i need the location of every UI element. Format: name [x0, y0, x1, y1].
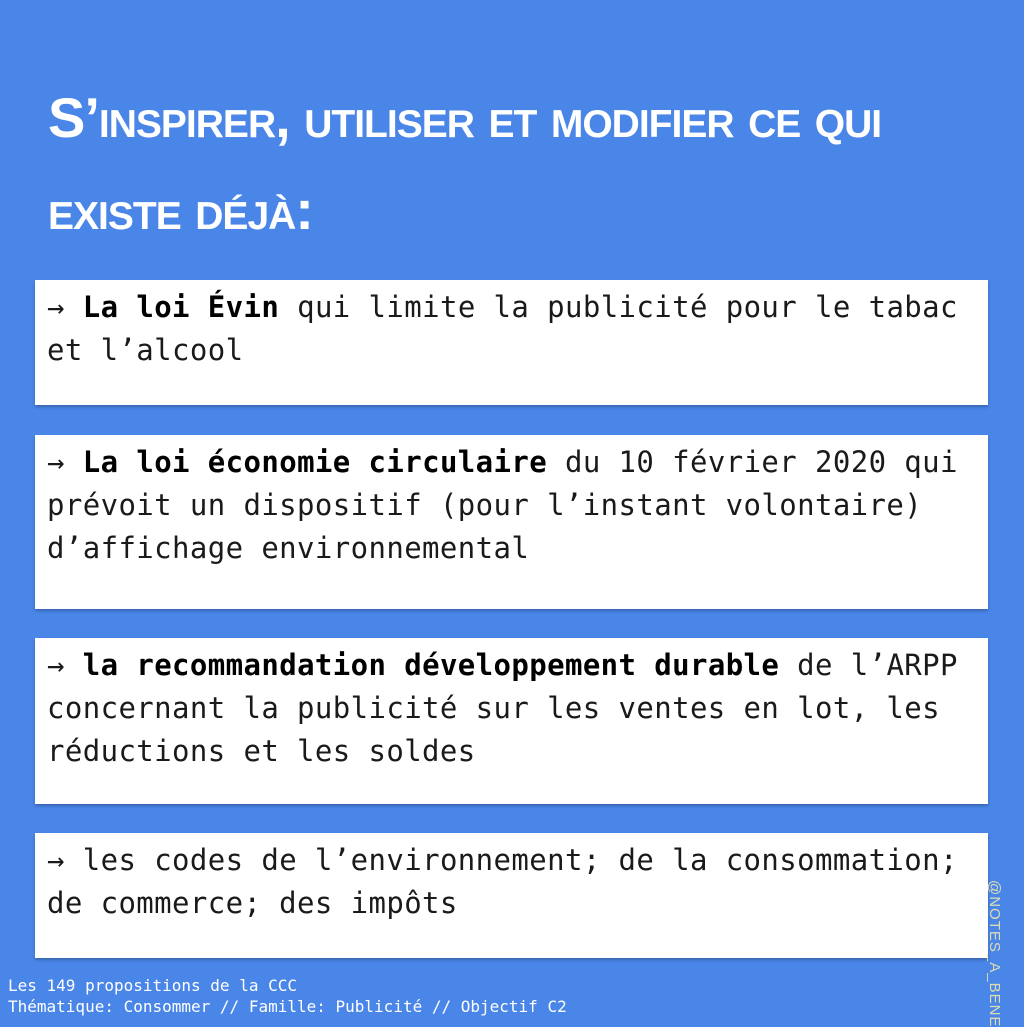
card-bold-label: la recommandation développement durable — [82, 648, 780, 682]
watermark: @NOTES_A_BENE — [986, 880, 1003, 1027]
card-bold-label: La loi Évin — [82, 290, 280, 324]
arrow-icon: → — [47, 290, 65, 324]
card-text: qui limite la publicité pour le tabac et l’alcool — [47, 290, 958, 367]
footer-line-2: Thématique: Consommer // Famille: Publicité // Objectif C2 — [8, 997, 567, 1016]
arrow-icon: → — [47, 445, 65, 479]
card-recommandation-arpp — [35, 638, 988, 804]
page-title — [48, 72, 948, 256]
arrow-icon: → — [47, 843, 65, 877]
footer-line-1: Les 149 propositions de la CCC — [8, 976, 297, 995]
card-text: les codes de l’environnement; de la consommation; de commerce; des impôts — [47, 843, 958, 920]
card-text: du 10 février 2020 qui prévoit un dispositif (pour l’instant volontaire) d’affichage environnemental — [47, 445, 958, 565]
card-codes — [35, 833, 988, 958]
card-text: de l’ARPP concernant la publicité sur les ventes en lot, les réductions et les soldes — [47, 648, 958, 768]
page-title-line-1: S’inspirer, utiliser et modifier ce qui — [48, 86, 882, 149]
card-bold-label: La loi économie circulaire — [82, 445, 548, 479]
card-loi-economie-circulaire — [35, 435, 988, 609]
page-title-line-2: existe déjà: — [48, 178, 313, 241]
footer-caption — [8, 975, 567, 1017]
card-loi-evin — [35, 280, 988, 405]
arrow-icon: → — [47, 648, 65, 682]
